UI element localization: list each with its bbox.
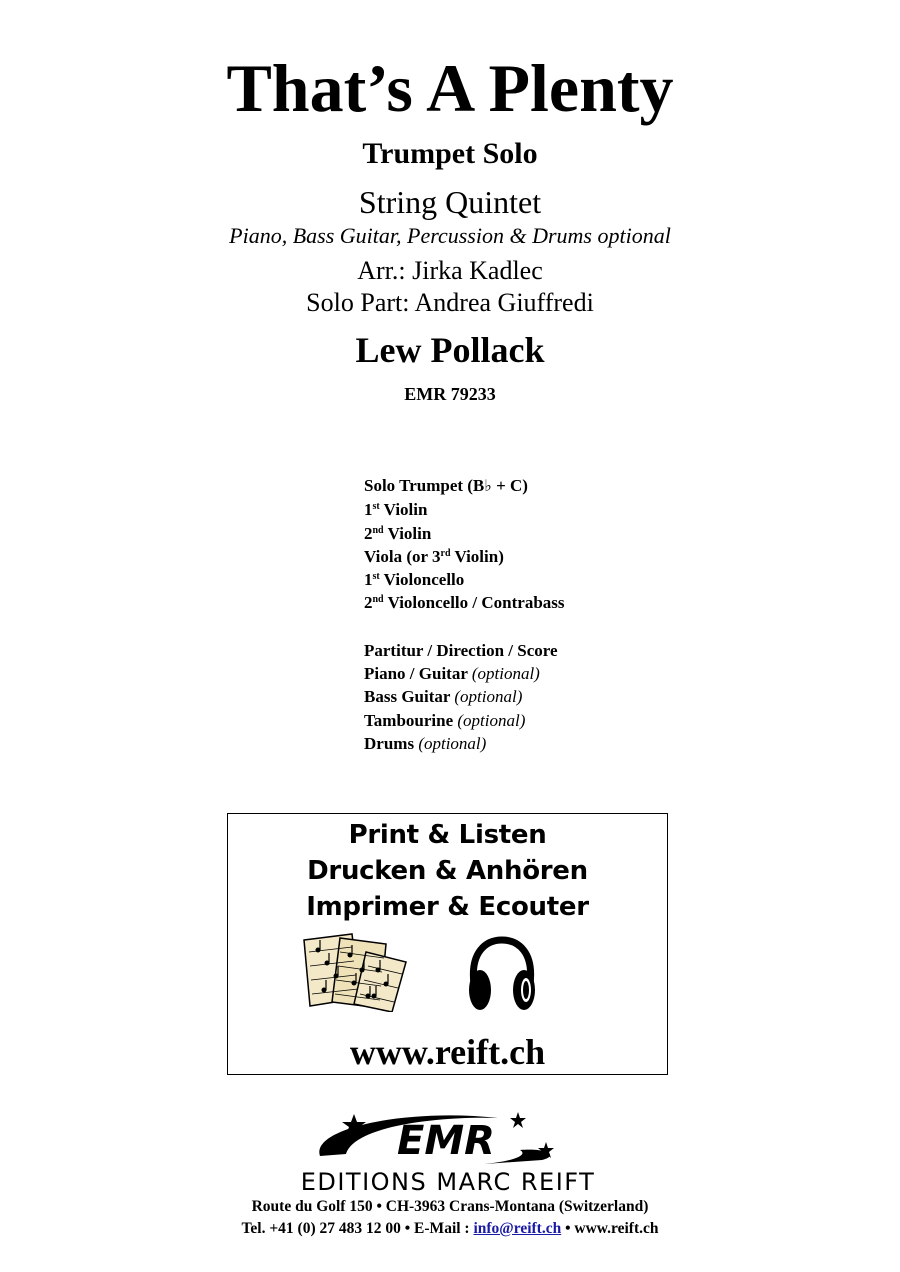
part-cello-1 <box>364 568 565 591</box>
part-label: Viola (or 3 <box>364 546 441 566</box>
parts-list <box>364 474 565 755</box>
part-number: 1 <box>364 570 373 590</box>
publisher-contact <box>0 1218 900 1240</box>
part-label: Bass Guitar <box>364 687 451 707</box>
print-and-listen-box <box>227 813 668 1075</box>
publisher-address: Route du Golf 150 • CH-3963 Crans-Montana (Switzerland) <box>251 1198 649 1215</box>
part-label: Violin) <box>450 546 504 566</box>
email-link[interactable]: info@reift.ch <box>473 1220 562 1237</box>
publisher-name: EDITIONS MARC REIFT <box>300 1168 596 1192</box>
ordinal-suffix: nd <box>372 524 384 536</box>
part-score: Partitur / Direction / Score <box>364 640 558 660</box>
ordinal-suffix: rd <box>440 547 451 559</box>
part-tambourine <box>364 709 565 732</box>
piece-title: That’s A Plenty <box>226 50 674 126</box>
optional-tag: (optional) <box>454 687 523 707</box>
part-solo-trumpet <box>364 474 565 498</box>
part-label: Violin <box>383 523 432 543</box>
optional-tag: (optional) <box>471 664 540 684</box>
part-label: Piano / Guitar <box>364 664 468 684</box>
publisher-address-block <box>0 1196 900 1240</box>
flat-sign: ♭ <box>484 478 492 495</box>
part-piano <box>364 662 565 685</box>
part-number: 2 <box>364 523 373 543</box>
ensemble-label: String Quintet <box>358 184 542 220</box>
sheet-music-icon <box>300 932 412 1012</box>
promo-line-english: Print & Listen <box>348 820 547 850</box>
solo-part-credit: Solo Part: Andrea Giuffredi <box>306 288 594 317</box>
part-bass-guitar <box>364 685 565 708</box>
phone-text: Tel. +41 (0) 27 483 12 00 • E-Mail : <box>241 1220 474 1237</box>
part-label: Tambourine <box>364 710 454 730</box>
part-viola <box>364 545 565 568</box>
part-drums <box>364 732 565 755</box>
part-label: Violin <box>379 500 428 520</box>
part-violin-2 <box>364 522 565 545</box>
emr-logo <box>258 1108 638 1192</box>
part-number: 1 <box>364 500 373 520</box>
piece-subtitle: Trumpet Solo <box>362 137 538 170</box>
arranger-credit: Arr.: Jirka Kadlec <box>357 256 543 285</box>
website-text: • www.reift.ch <box>561 1220 659 1237</box>
promo-url[interactable]: www.reift.ch <box>349 1032 546 1072</box>
ordinal-suffix: nd <box>372 594 384 606</box>
catalog-code: EMR 79233 <box>404 384 496 404</box>
emr-logo-text: EMR <box>397 1118 495 1164</box>
part-label: Violoncello <box>379 570 465 590</box>
optional-instruments-note: Piano, Bass Guitar, Percussion & Drums optional <box>229 223 671 248</box>
ordinal-suffix: st <box>372 501 380 513</box>
composer-name: Lew Pollack <box>355 330 545 370</box>
headphones-icon <box>466 936 538 1014</box>
part-violin-1 <box>364 498 565 521</box>
ordinal-suffix: st <box>372 571 380 583</box>
part-label: Violoncello / Contrabass <box>383 593 565 613</box>
optional-tag: (optional) <box>457 710 526 730</box>
optional-tag: (optional) <box>418 733 487 753</box>
part-label: Drums <box>364 733 415 753</box>
promo-line-french: Imprimer & Ecouter <box>306 892 589 922</box>
part-label: + C) <box>491 476 528 495</box>
promo-line-german: Drucken & Anhören <box>307 856 588 886</box>
part-cello-2 <box>364 591 565 614</box>
part-number: 2 <box>364 593 373 613</box>
part-label: Solo Trumpet (B <box>364 476 485 495</box>
